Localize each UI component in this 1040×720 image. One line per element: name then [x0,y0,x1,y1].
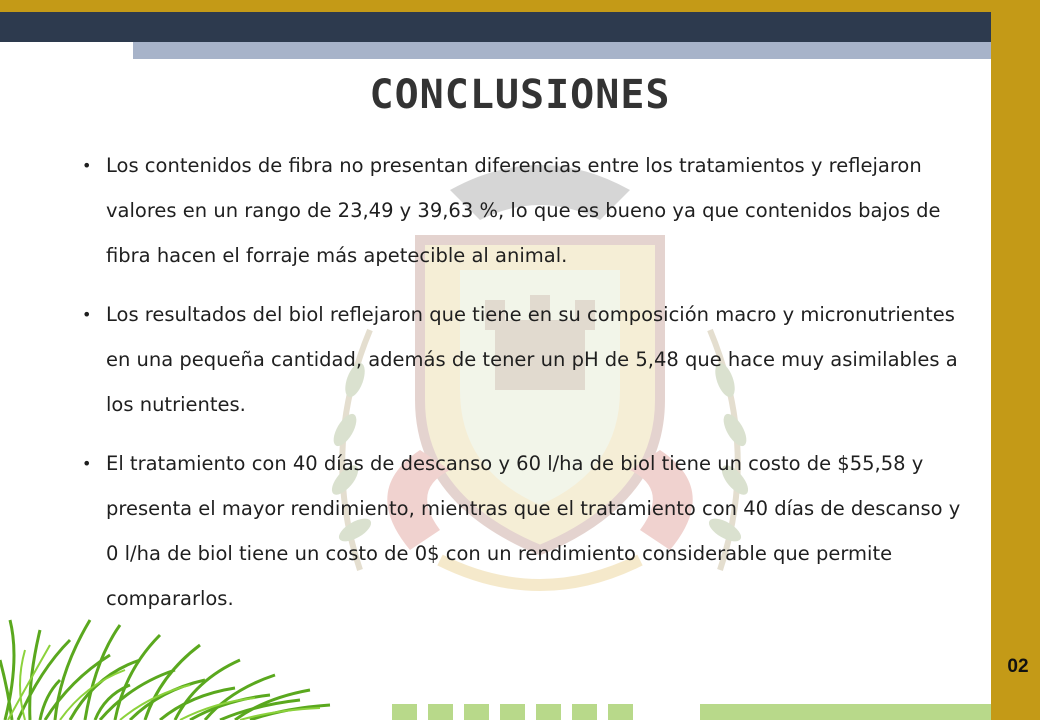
footer-square [428,704,453,720]
grass-image-icon [0,600,335,720]
footer-green-bar [700,704,991,720]
conclusion-item [80,143,970,278]
conclusions-list [80,143,970,635]
footer-square [572,704,597,720]
top-gold-band [0,0,1040,12]
conclusion-text: Los resultados del biol reflejaron que tiene en su composición macro y micronutrientes en una pequeña cantidad, además de tener un pH de 5,48 que hace muy asimilables a los nutrientes. [106,303,958,416]
footer-square [392,704,417,720]
header-steel-bar [133,42,991,59]
footer-square [536,704,561,720]
footer-square [464,704,489,720]
conclusion-text: El tratamiento con 40 días de descanso y 60 l/ha de biol tiene un costo de $55,58 y presenta el mayor rendimiento, mientras que el tratamiento con 40 días de descanso y 0 l/ha de biol tiene un costo de 0$ con un rendimiento considerable que permite compararlos. [106,452,961,610]
bullet-marker: • [82,454,92,473]
footer-square [500,704,525,720]
page-number: 02 [1007,656,1029,677]
conclusion-item [80,292,970,427]
bullet-marker: • [82,305,92,324]
slide-title: CONCLUSIONES [369,72,671,118]
conclusion-item [80,441,970,621]
footer-square [608,704,633,720]
conclusion-text: Los contenidos de fibra no presentan diferencias entre los tratamientos y reflejaron valores en un rango de 23,49 y 39,63 %, lo que es bueno ya que contenidos bajos de fibra hacen el forraje más apetecible al animal. [106,154,941,267]
bullet-marker: • [82,156,92,175]
header-navy-bar [0,12,991,42]
